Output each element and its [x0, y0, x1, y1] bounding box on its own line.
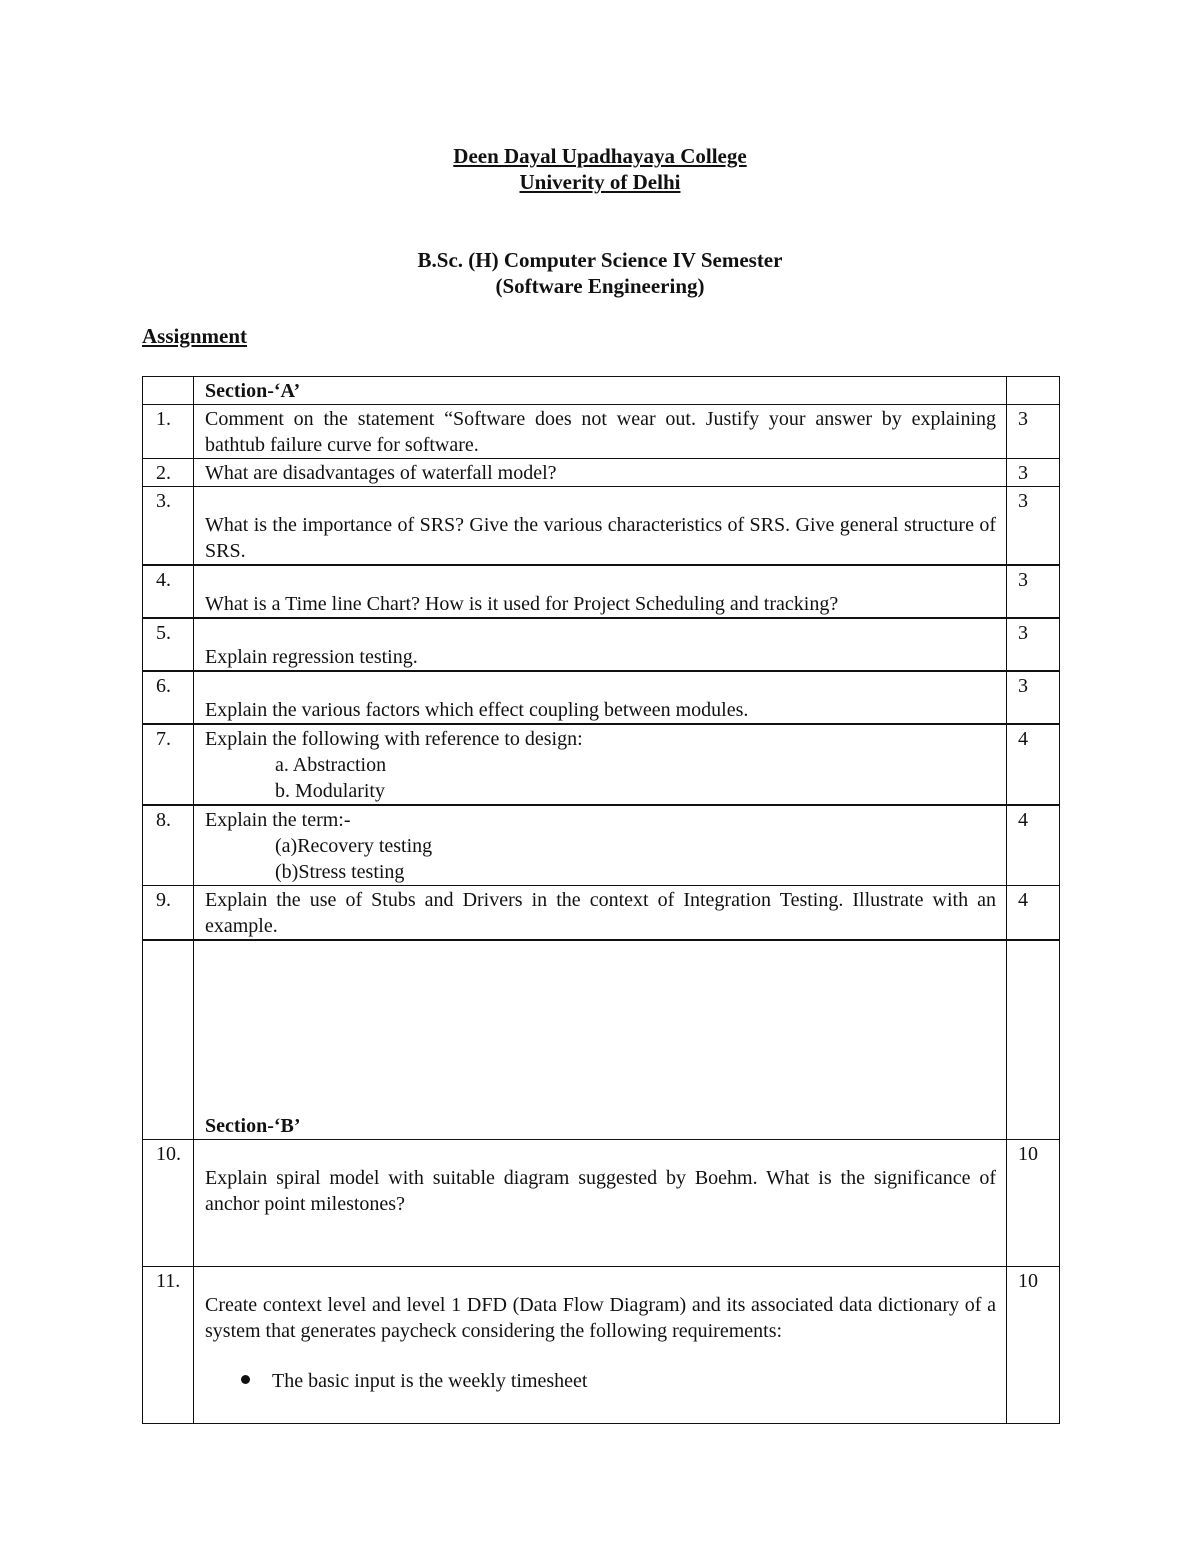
assignment-heading: Assignment: [142, 324, 248, 348]
question-number: 1.: [143, 405, 194, 459]
question-number: 4.: [143, 565, 194, 618]
question-marks: 3: [1007, 487, 1060, 566]
section-a-header-row: [143, 377, 1060, 405]
section-a-title: Section-‘A’: [194, 377, 1007, 405]
question-number: 7.: [143, 724, 194, 805]
question-number: 9.: [143, 886, 194, 941]
question-row: [143, 805, 1060, 886]
question-row: [143, 405, 1060, 459]
question-row: [143, 724, 1060, 805]
question-text: Explain regression testing.: [205, 646, 418, 668]
question-row: [143, 459, 1060, 487]
questions-table: [142, 376, 1060, 1424]
question-row: [143, 565, 1060, 618]
question-marks: 3: [1007, 618, 1060, 671]
section-b-header-row: [143, 940, 1060, 1139]
question-row: [143, 618, 1060, 671]
question-text: Explain spiral model with suitable diagram suggested by Boehm. What is the significance of anchor point milestones?: [205, 1166, 996, 1215]
university-name: Univerity of Delhi: [519, 170, 681, 194]
question-marks: 3: [1007, 671, 1060, 724]
question-marks: 10: [1007, 1266, 1060, 1423]
question-marks: 4: [1007, 805, 1060, 886]
question-marks: 3: [1007, 565, 1060, 618]
question-text: Create context level and level 1 DFD (Data Flow Diagram) and its associated data dictionary of a system that generates paycheck considering the following requirements:: [205, 1293, 996, 1342]
question-marks: 10: [1007, 1139, 1060, 1266]
question-marks: 4: [1007, 886, 1060, 941]
question-number: 6.: [143, 671, 194, 724]
question-number: 11.: [143, 1266, 194, 1423]
college-name: Deen Dayal Upadhayaya College: [453, 144, 747, 168]
question-marks: 4: [1007, 724, 1060, 805]
question-number: 5.: [143, 618, 194, 671]
sub-item: b. Modularity: [275, 780, 385, 802]
question-number: 10.: [143, 1139, 194, 1266]
question-row: [143, 1266, 1060, 1423]
question-number: 2.: [143, 459, 194, 487]
course-title: B.Sc. (H) Computer Science IV Semester: [417, 248, 783, 272]
sub-item: (a)Recovery testing: [275, 835, 433, 857]
question-text: Comment on the statement “Software does not wear out. Justify your answer by explaining bathtub failure curve for software.: [194, 405, 1007, 459]
question-number: 3.: [143, 487, 194, 566]
question-number: 8.: [143, 805, 194, 886]
question-text: What are disadvantages of waterfall model?: [194, 459, 1007, 487]
question-row: [143, 1139, 1060, 1266]
question-text: What is a Time line Chart? How is it used for Project Scheduling and tracking?: [205, 593, 839, 615]
section-b-title: Section-‘B’: [194, 940, 1007, 1139]
question-text: Explain the use of Stubs and Drivers in the context of Integration Testing. Illustrate with an example.: [194, 886, 1007, 941]
question-text: Explain the term:-: [205, 809, 351, 831]
subject-title: (Software Engineering): [495, 274, 705, 298]
question-row: [143, 886, 1060, 941]
bullet-text: The basic input is the weekly timesheet: [272, 1369, 588, 1392]
question-marks: 3: [1007, 405, 1060, 459]
question-row: [143, 487, 1060, 566]
sub-item: (b)Stress testing: [275, 861, 405, 883]
bullet-item: [205, 1368, 996, 1394]
bullet-icon: [241, 1375, 250, 1384]
question-text: Explain the following with reference to design:: [205, 728, 583, 750]
sub-item: a. Abstraction: [275, 754, 387, 776]
question-marks: 3: [1007, 459, 1060, 487]
question-text: Explain the various factors which effect coupling between modules.: [205, 699, 749, 721]
question-text: What is the importance of SRS? Give the various characteristics of SRS. Give general structure of SRS.: [205, 514, 996, 562]
question-row: [143, 671, 1060, 724]
